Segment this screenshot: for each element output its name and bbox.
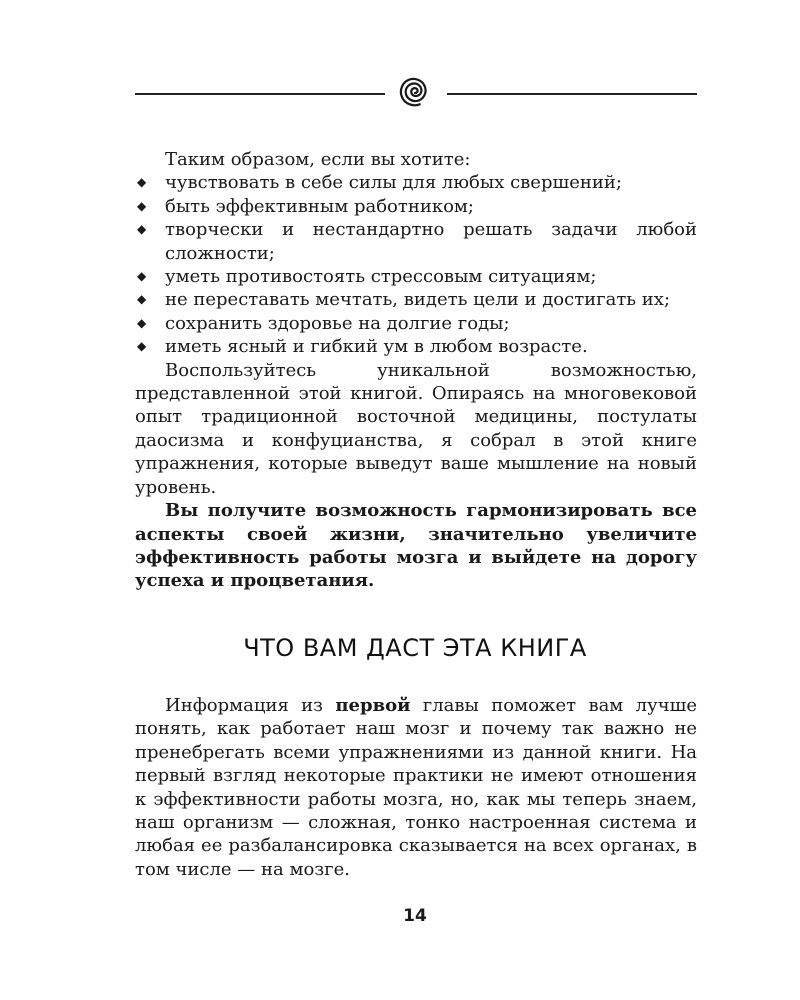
intro-lead: Таким образом, если вы хотите: <box>165 149 471 170</box>
spiral-icon <box>393 73 437 113</box>
list-item: ◆ сохранить здоровье на долгие годы; <box>137 312 510 334</box>
list-item: ◆ творчески и нестандартно решать задачи любой сложности; <box>137 219 697 264</box>
header-rule-right <box>447 93 697 95</box>
bullet-icon: ◆ <box>137 175 147 190</box>
bullet-icon: ◆ <box>137 339 147 354</box>
bullet-icon: ◆ <box>137 222 147 237</box>
section-title: ЧТО ВАМ ДАСТ ЭТА КНИГА <box>243 634 587 662</box>
list-item: ◆ иметь ясный и гибкий ум в любом возрасте. <box>137 336 588 358</box>
list-item: ◆ уметь противостоять стрессовым ситуациям; <box>137 266 597 288</box>
bullet-icon: ◆ <box>137 269 147 284</box>
bullet-list <box>135 171 697 358</box>
intro-paragraph: Воспользуйтесь уникальной возможностью, представленной этой книгой. Опираясь на многовековой опыт традиционной восточной медицины, постулаты даосизма и конфуцианства, я собрал в этой книге упражнения, которые выведут ваше мышление на новый уровень. <box>135 359 697 498</box>
list-item: ◆ чувствовать в себе силы для любых свершений; <box>137 172 622 194</box>
list-item: ◆ не переставать мечтать, видеть цели и достигать их; <box>137 289 671 311</box>
intro-bold-paragraph: Вы получите возможность гармонизировать все аспекты своей жизни, значительно увеличите эффективность работы мозга и выйдете на дорогу успеха и процветания. <box>135 500 697 592</box>
info-bold-word: первой <box>335 695 411 716</box>
header-rule-left <box>135 93 385 95</box>
bullet-icon: ◆ <box>137 198 147 213</box>
page-number: 14 <box>403 906 427 926</box>
intro-section <box>135 148 697 593</box>
bullet-icon: ◆ <box>137 315 147 330</box>
bullet-icon: ◆ <box>137 292 147 307</box>
info-section <box>135 694 697 881</box>
header-ornament <box>135 70 697 116</box>
list-item: ◆ быть эффективным работником; <box>137 195 474 217</box>
info-paragraph: Информация из первой главы поможет вам лучше понять, как работает наш мозг и почему так важно не пренебрегать всеми упражнениями из данной книги. На первый взгляд некоторые практики не имеют отношения к эффективности работы мозга, но, как мы теперь знаем, наш организм — сложная, тонко настроенная система и любая ее разбалансировка сказывается на всех органах, в том числе — на мозге. <box>135 695 697 880</box>
